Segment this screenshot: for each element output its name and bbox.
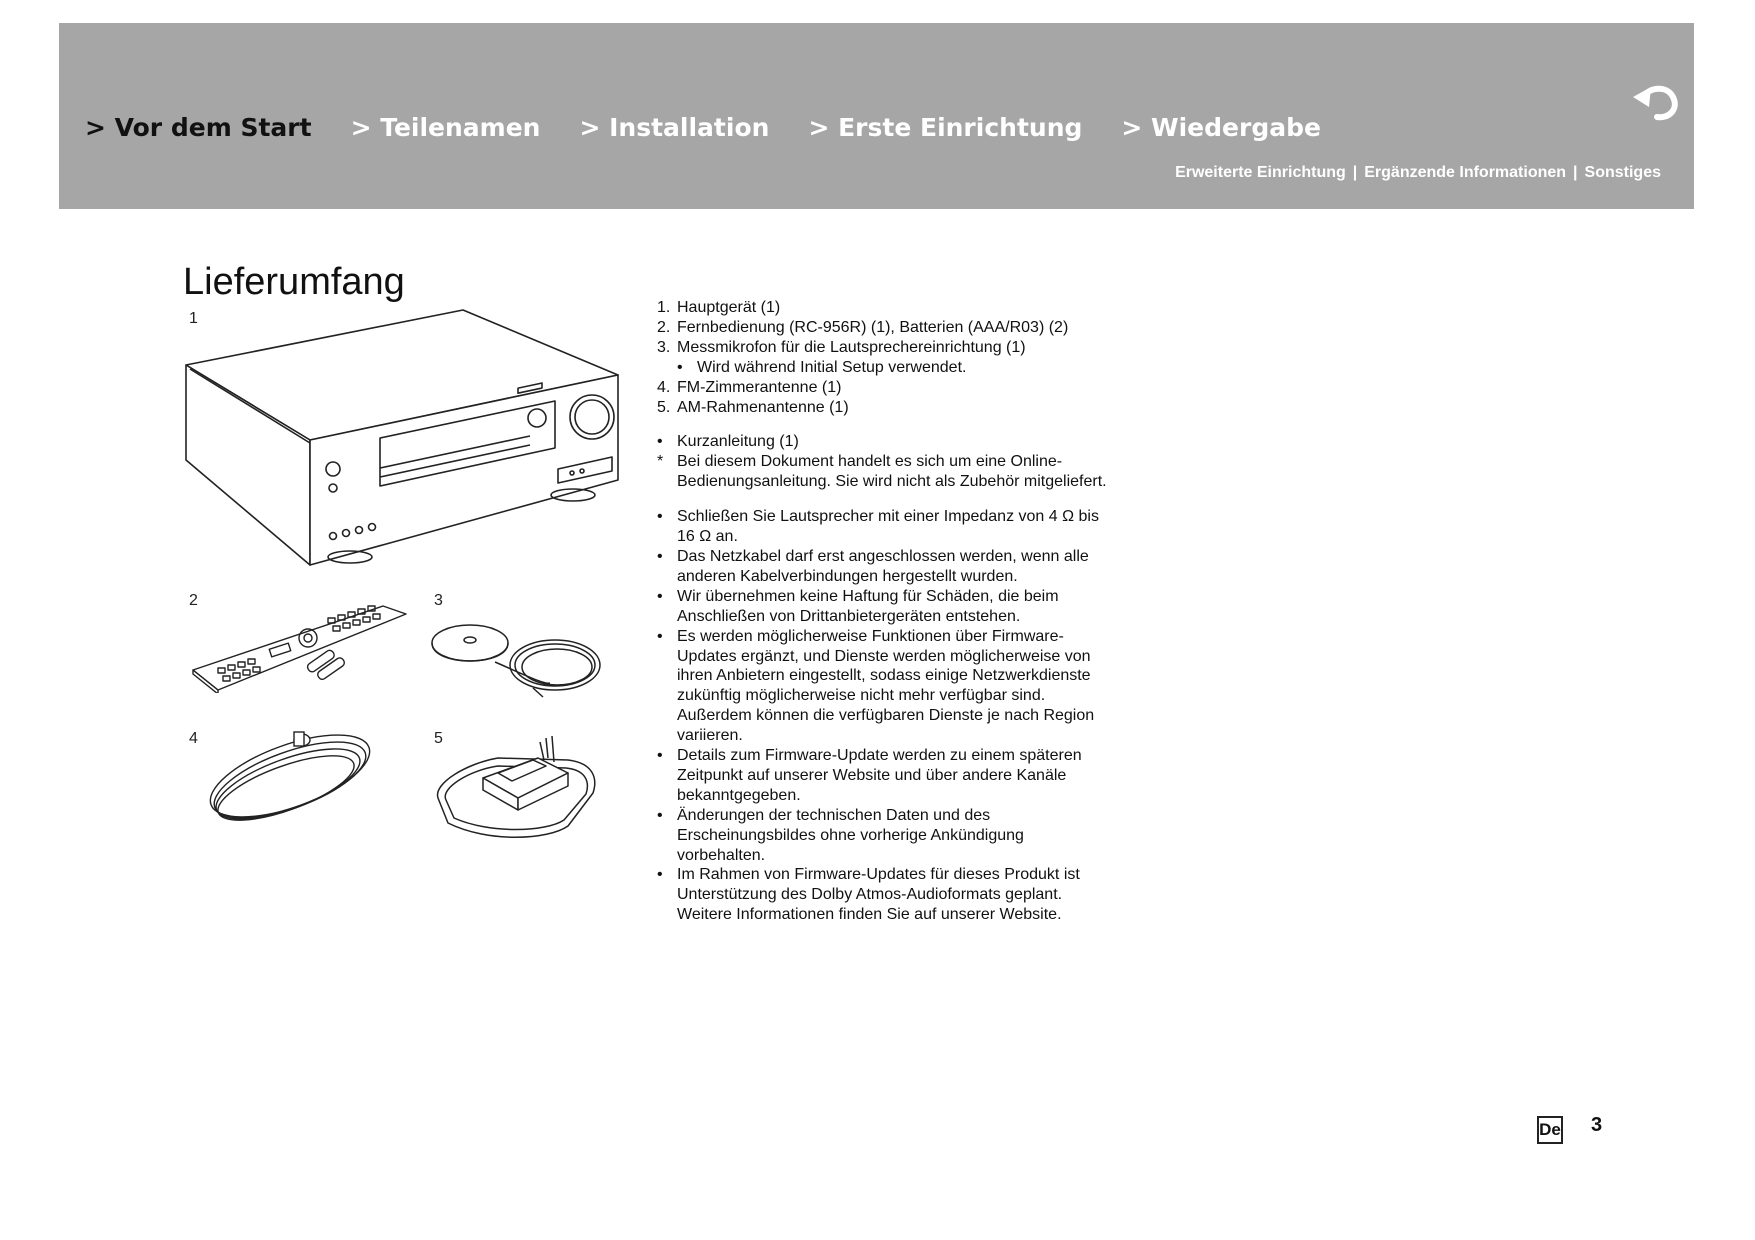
list-item: 3. Messmikrofon für die Lautsprechereinrichtung (1) (657, 338, 1026, 356)
subnav-sonstiges[interactable]: Sonstiges (1584, 164, 1661, 181)
figure-label-4: 4 (189, 730, 198, 747)
list-item: * Bei diesem Dokument handelt es sich um eine Online-Bedienungsanleitung. Sie wird nicht als Zubehör mitgeliefert. (657, 453, 1107, 491)
fm-antenna-illustration (190, 730, 380, 840)
figure-label-3: 3 (434, 592, 443, 609)
subnav-erweiterte-einrichtung[interactable]: Erweiterte Einrichtung (1175, 164, 1346, 181)
subnav-separator: | (1573, 164, 1578, 181)
note-item: • Details zum Firmware-Update werden zu einem späteren Zeitpunkt auf unserer Website und über andere Kanäle bekanntgegeben. (657, 747, 1082, 804)
note-item: • Das Netzkabel darf erst angeschlossen werden, wenn alle anderen Kabelverbindungen hergestellt wurden. (657, 547, 1089, 585)
list-item: • Kurzanleitung (1) (657, 433, 799, 451)
contents-list (657, 298, 1107, 925)
note-item: • Wir übernehmen keine Haftung für Schäden, die beim Anschließen von Drittanbietergeräten entstehen. (657, 587, 1059, 625)
back-arrow-icon[interactable] (1629, 75, 1681, 127)
nav-erste-einrichtung[interactable]: > Erste Einrichtung (808, 113, 1083, 142)
figure-label-2: 2 (189, 592, 198, 609)
page-title: Lieferumfang (183, 261, 405, 304)
main-nav (85, 113, 1360, 142)
figure-label-5: 5 (434, 730, 443, 747)
remote-control-illustration (188, 598, 413, 693)
list-item: 2. Fernbedienung (RC-956R) (1), Batterien (AAA/R03) (2) (657, 318, 1069, 336)
microphone-illustration (425, 605, 605, 700)
av-receiver-illustration (180, 305, 625, 570)
sub-nav (1175, 164, 1661, 182)
note-item: • Schließen Sie Lautsprecher mit einer Impedanz von 4 Ω bis 16 Ω an. (657, 508, 1099, 546)
subnav-separator: | (1352, 164, 1358, 181)
language-badge: De (1537, 1116, 1563, 1144)
list-item: 1. Hauptgerät (1) (657, 299, 781, 316)
page-number: 3 (1591, 1114, 1603, 1136)
am-antenna-illustration (428, 728, 603, 853)
list-subitem: • Wird während Initial Setup verwendet. (677, 358, 967, 376)
nav-vor-dem-start[interactable]: > Vor dem Start (85, 113, 312, 142)
note-item: • Im Rahmen von Firmware-Updates für dieses Produkt ist Unterstützung des Dolby Atmos-Audioformats geplant. Weitere Informationen finden Sie auf unserer Website. (657, 866, 1080, 924)
note-item: • Änderungen der technischen Daten und des Erscheinungsbildes ohne vorherige Ankündigung vorbehalten. (657, 806, 1024, 864)
subnav-ergaenzende-informationen[interactable]: Ergänzende Informationen (1364, 164, 1567, 181)
list-item: 4. FM-Zimmerantenne (1) (657, 378, 842, 396)
nav-installation[interactable]: > Installation (579, 113, 770, 142)
note-item: • Es werden möglicherweise Funktionen über Firmware-Updates ergänzt, und Dienste werden möglicherweise von ihren Anbietern eingestellt, sodass einige Netzwerkdienste zukünftig möglicherweise nicht mehr verfügbar sind. Außerdem können die verfügbaren Dienste je nach Region variieren. (657, 627, 1095, 745)
list-item: 5. AM-Rahmenantenne (1) (657, 398, 849, 416)
figure-label-1: 1 (189, 310, 198, 327)
nav-wiedergabe[interactable]: > Wiedergabe (1121, 113, 1321, 142)
nav-teilenamen[interactable]: > Teilenamen (350, 113, 541, 142)
